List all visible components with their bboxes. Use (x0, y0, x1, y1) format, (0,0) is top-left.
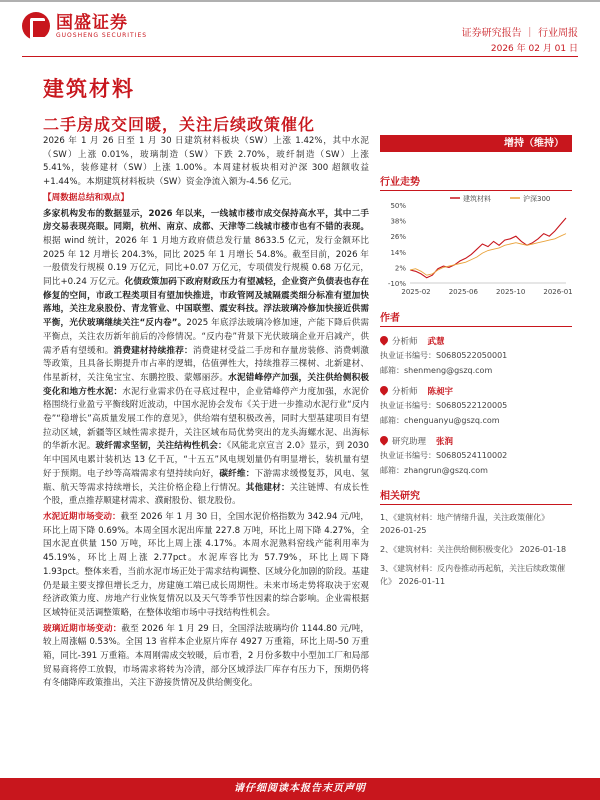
analyst-title: 作者 (380, 313, 400, 324)
summary: 2026 年 1 月 26 日至 1 月 30 日建筑材料板块（SW）上涨 1.42%，其中水泥（SW）上涨 0.01%，玻璃制造（SW）下跌 2.70%，玻纤制造（SW）上涨 5.41%，装修建材（SW）上涨 1.00%。本周建材板块相对沪深 300 超额收益+1.44%。本期建筑材料板块（SW）资金净流入额为-4.56 亿元。 (43, 136, 369, 188)
logo (22, 12, 147, 40)
x-tick-label: 2025-06 (448, 288, 478, 296)
series-line (410, 218, 566, 278)
analyst-block (380, 335, 572, 377)
analyst-divider (380, 326, 572, 327)
analyst-block (380, 435, 572, 477)
x-tick-label: 2026-01 (543, 288, 572, 296)
analyst-name: 陈昶宇 (427, 387, 454, 397)
analyst-name: 张润 (436, 437, 454, 447)
analyst-cert: 执业证书编号：S0680524110002 (380, 451, 508, 460)
logo-en: GUOSHENG SECURITIES (56, 31, 148, 39)
analyst-email[interactable]: 邮箱：shenmeng@gszq.com (380, 366, 493, 375)
analyst-email[interactable]: 邮箱：zhangrun@gszq.com (380, 466, 488, 475)
analyst-email[interactable]: 邮箱：chenguanyu@gszq.com (380, 416, 500, 425)
header-divider (22, 56, 578, 57)
analyst-list (380, 335, 572, 477)
series-line (410, 234, 566, 276)
report-headline: 二手房成交回暖，关注后续政策催化 (43, 115, 316, 134)
footer-disclaimer: 请仔细阅读本报告末页声明 (0, 778, 600, 800)
report-type: 证券研究报告 ｜ 行业周报 (461, 28, 578, 39)
trend-chart (380, 191, 572, 301)
analyst-role: 研究助理 (392, 437, 427, 447)
industry-title: 建筑材料 (43, 77, 135, 101)
y-tick-label: -10% (387, 280, 406, 288)
section-label: 【周数据总结和观点】 (43, 192, 129, 203)
analyst-name: 武慧 (427, 337, 445, 347)
legend-label: 建筑材料 (463, 195, 491, 203)
legend-label: 沪深300 (523, 195, 551, 203)
related-item[interactable]: 2、《建筑材料：关注供给侧积极变化》 2026-01-18 (380, 545, 567, 554)
related-item[interactable]: 3、《建筑材料：反内卷推动再起航，关注后续政策催化》 2026-01-11 (380, 564, 566, 586)
y-tick-label: 50% (390, 202, 406, 210)
report-date: 2026 年 02 月 01 日 (490, 44, 578, 54)
top-stripe (0, 0, 600, 2)
logo-mark-icon (22, 12, 50, 40)
analyst-block (380, 385, 572, 427)
y-tick-label: 38% (390, 217, 406, 226)
trend-title: 行业走势 (380, 177, 420, 188)
sidebar (380, 135, 572, 588)
y-tick-label: 14% (390, 248, 406, 257)
rating-badge: 增持（维持） (380, 135, 572, 152)
paragraph-cement: 水泥近期市场变动：截至 2026 年 1 月 30 日，全国水泥价格指数为 342.94 元/吨，环比上周下降 0.69%。本周全国水泥出库量 227.8 万吨，环比上周下降 4.27%，全国水泥直供量 150 万吨，环比上周上涨 4.17%。本周水泥熟料窑线产能利用率为 45.19%，环比上周上涨 2.77pct。水泥库容比为 57.79%，环比上周下降 1.93pct。整体来看，当前水泥市场正处于需求结构调整、区域分化加剧的阶段。基建仍是最主要支撑但增长乏力，房建施工端已成长周期性。未来市场走势将取决于宏观经济政策力度、房地产行业恢复情况以及天气等季节性因素的综合影响。企业需根据区域特征灵活调整策略，在整体收缩市场中寻找结构性机会。 (43, 511, 369, 618)
analyst-role: 分析师 (392, 337, 418, 347)
analyst-cert: 执业证书编号：S0680522120005 (380, 401, 508, 410)
analyst-role: 分析师 (392, 387, 418, 397)
related-item[interactable]: 1、《建筑材料：地产情绪升温，关注政策催化》 2026-01-25 (380, 513, 550, 535)
y-tick-label: 26% (390, 233, 406, 242)
paragraph-views: 多家机构发布的数据显示，2026 年以来，一线城市楼市成交保持高水平，其中二手房交易表现亮眼。同期，杭州、南京、成都、天津等二线城市楼市也有不错的表现。根据 wind 统计，2026 年 1 月地方政府债总发行量 8633.5 亿元，发行金额环比 2025 年 12 月增长 204.3%，同比 2025 年 1 月增长 54.8%。截至目前，2026 年一般债发行规模 0.19 万亿元，同比+0.07 万亿元，专项债发行规模 0.68 万亿元，同比+0.24 万亿元。化债政策加码下政府财政压力有望减轻，企业资产负债表也存在修复的空间，市政工程类项目有望加快推进，市政管网及城隔震类细分标准有望加快落地，关注龙泉股份、青龙管业、中国联塑、震安科技。浮法玻璃冷修加快接近供需平衡，光伏玻璃继续关注“反内卷”。2025 年底浮法玻璃冷修加速，产能下降后供需平衡点，关注农历新年前后的冷修情况。“反内卷”背景下光伏玻璃企业开启减产，供需矛盾有望缓和。消费建材持续推荐：消费建材受益二手房和存量房装修、消费刺激等政策，且具备长期提升市占率的逻辑，估值弹性大，持续推荐三棵树、北新建材、伟星新材，关注兔宝宝、东鹏控股、蒙娜丽莎。水泥错峰停产加强，关注供给侧积极变化和地方性水泥：水泥行业需求仍在寻底过程中，企业错峰停产力度加强，水泥价格围绕行业盈亏平衡线附近波动，中国水泥协会发布《关于进一步推动水泥行业“反内卷”“稳增长”高质量发展工作的意见》，供给端有望积极改善，同时大型基建项目有望拉动区域，新疆等区域性需求提升，关注区域布局优势突出的龙头海螺水泥、出海标的华新水泥。玻纤需求坚韧，关注结构性机会：《风能北京宣言 2.0》显示，到 2030 年中国风电累计装机达 13 亿千瓦，“十五五”风电规划量仍有明显增长，装机量有望好于预期。电子纱等高端需求有望持续向好，碳纤维：下游需求缓慢复苏，风电、氢瓶、航天等需求持续增长，关注价格企稳上行情况。其他建材：关注链博、有成长性个股，重点推荐顺建材需求、濮耐股份、银龙股份。 (43, 208, 370, 507)
related-title: 相关研究 (380, 491, 420, 502)
location-pin-icon (380, 386, 388, 397)
logo-text: 国盛证券 (56, 12, 128, 33)
main-text (43, 135, 369, 693)
x-tick-label: 2025-10 (496, 288, 526, 296)
location-pin-icon (380, 436, 388, 447)
related-divider (380, 504, 572, 505)
analyst-cert: 执业证书编号：S0680522050001 (380, 351, 508, 360)
y-tick-label: 2% (394, 264, 406, 273)
x-tick-label: 2025-02 (401, 288, 431, 296)
paragraph-glass: 玻璃近期市场变动：截至 2026 年 1 月 29 日，全国浮法玻璃均价 1144.80 元/吨，较上周涨幅 0.53%。全国 13 省样本企业原片库存 4927 万重箱，环比上周-50 万重箱，同比-391 万重箱。本周刚需成交较暖，后市看，2 月份多数中小型加工厂和局部贸易商将停工放假，市场需求将转为冷清，部分区域浮法厂库存有压力下，预期仍将有冬储降库政策推出，关注下游接货情况及供给侧变化。 (43, 623, 369, 689)
location-pin-icon (380, 336, 388, 347)
